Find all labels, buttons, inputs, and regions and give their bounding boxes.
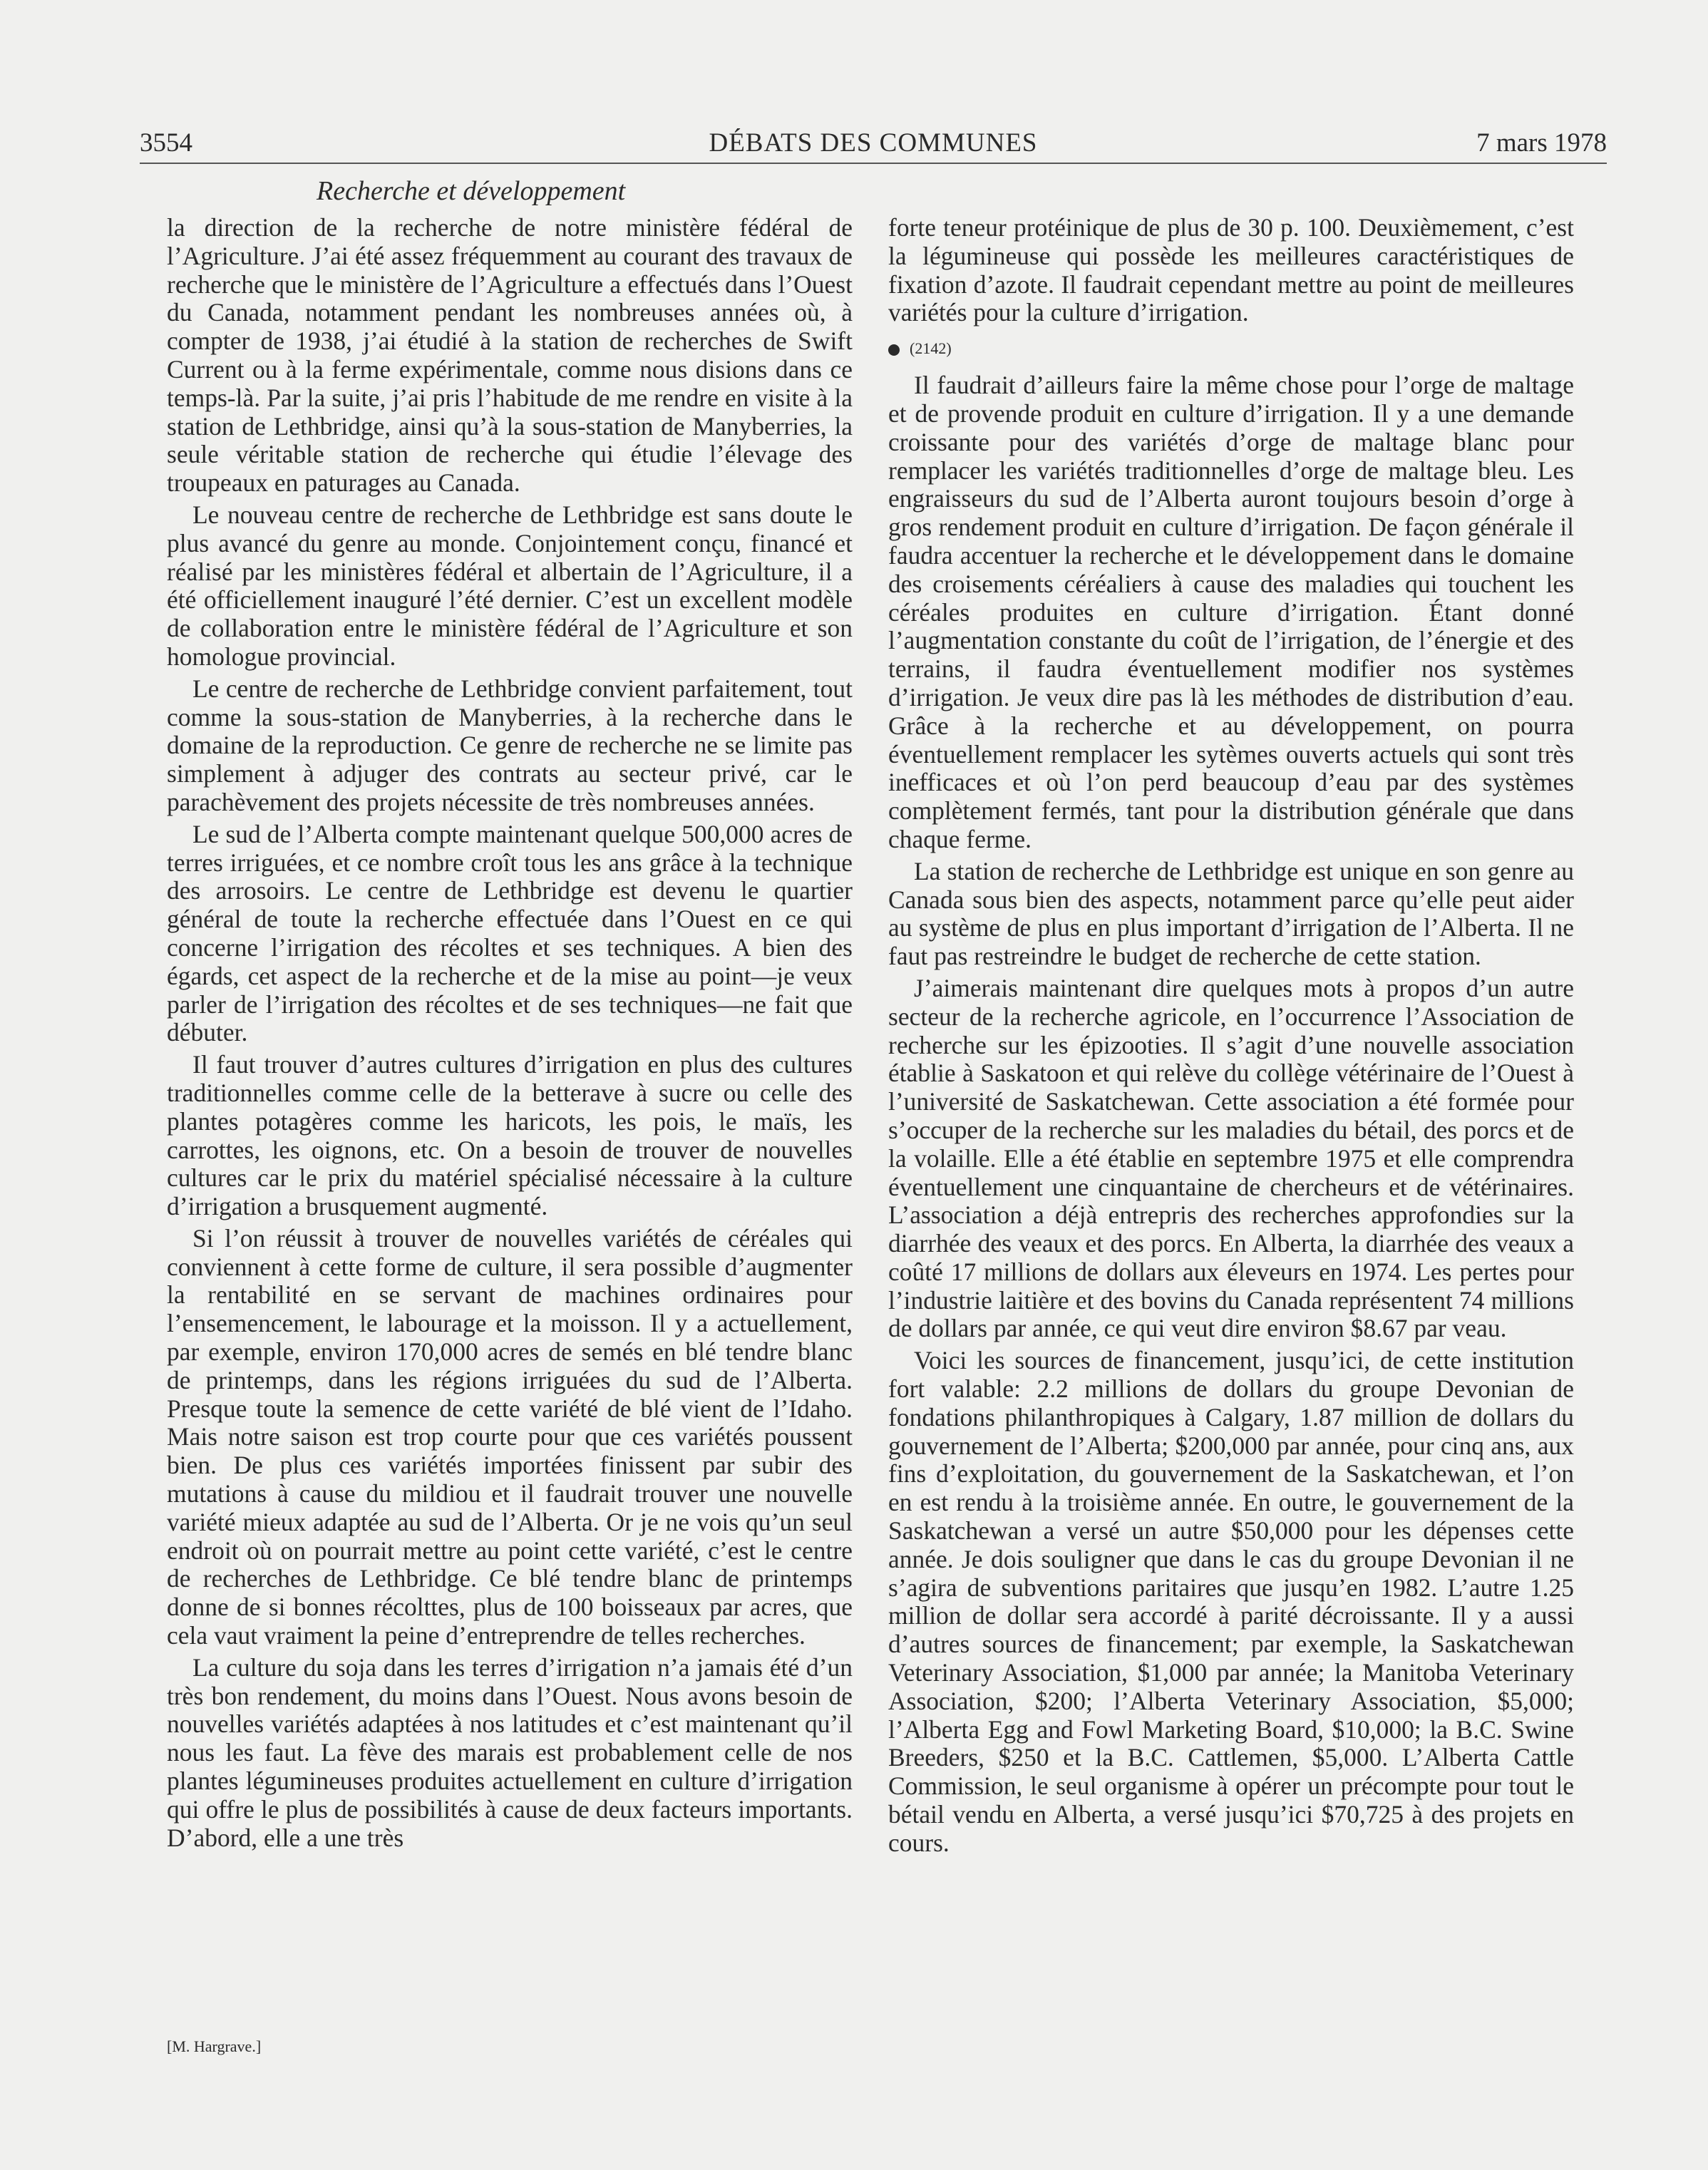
paragraph: Le sud de l’Alberta compte maintenant quelque 500,000 acres de terres irriguées, et ce nombre croît tous les ans grâce à la technique des arrosoirs. Le centre de Lethbridge est devenu le quartier général de toute la recherche effectuée dans l’Ouest en ce qui concerne l’irrigation des récoltes et ses techniques. A bien des égards, cet aspect de la recherche et de la mise au point—je veux parler de l’irrigation des récoltes et de ses techniques—ne fait que débuter. (167, 819, 853, 1047)
issue-date: 7 mars 1978 (1476, 128, 1607, 158)
right-column (888, 214, 1574, 1861)
speaker-note: [M. Hargrave.] (167, 2037, 262, 2055)
paragraph: Il faudrait d’ailleurs faire la même chose pour l’orge de maltage et de provende produit en culture d’irrigation. Il y a une demande croissante pour des variétés d’orge de maltage blanc pour remplacer les variétés traditionnelles d’orge de maltage bleu. Les engraisseurs du sud de l’Alberta auront toujours besoin d’orge à gros rendement produit en culture d’irrigation. De façon générale il faudra accentuer la recherche et le développement dans le domaine des croisements céréaliers à cause des maladies qui touchent les céréales produites en culture d’irrigation. Étant donné l’augmentation constante du coût de l’irrigation, de l’énergie et des terrains, il faudra éventuellement modifier nos systèmes d’irrigation. Je veux dire pas là les méthodes de distribution d’eau. Grâce à la recherche et au développement, on pourra éventuellement remplacer les sytèmes ouverts actuels qui sont très inefficaces et où l’on perd beaucoup d’eau par des systèmes complètement fermés, tant pour la distribution générale que dans chaque ferme. (888, 371, 1574, 853)
paragraph: La station de recherche de Lethbridge est unique en son genre au Canada sous bien des aspects, notamment parce qu’elle peut aider au système de plus en plus important d’irrigation de l’Alberta. Il ne faut pas restreindre le budget de recherche de cette station. (888, 856, 1574, 971)
paragraph: J’aimerais maintenant dire quelques mots à propos d’un autre secteur de la recherche agricole, en l’occurrence l’Association de recherche sur les épizooties. Il s’agit d’une nouvelle association établie à Saskatoon et qui relève du collège vétérinaire de l’Ouest à l’université de Saskatchewan. Cette association a été formée pour s’occuper de la recherche sur les maladies du bétail, des porcs et de la volaille. Elle a été établie en septembre 1975 et elle comprendra éventuellement une cinquantaine de chercheurs et de vétérinaires. L’association a déjà entrepris des recherches approfondies sur la diarrhée des veaux et des porcs. En Alberta, la diarrhée des veaux a coûté 17 millions de dollars aux éleveurs en 1974. Les pertes pour l’industrie laitière et des bovins du Canada représentent 74 millions de dollars par année, ce qui veut dire environ $8.67 par veau. (888, 973, 1574, 1343)
left-column (167, 214, 853, 1856)
journal-title: DÉBATS DES COMMUNES (709, 128, 1038, 158)
paragraph: Voici les sources de financement, jusqu’ici, de cette institution fort valable: 2.2 millions de dollars du groupe Devonian de fondations philanthropiques à Calgary, 1.87 million de dollars du gouvernement de l’Alberta; $200,000 par année, pour cinq ans, aux fins d’exploitation, du gouvernement de la Saskatchewan, et l’on en est rendu à la troisième année. En outre, le gouvernement de la Saskatchewan a versé un autre $50,000 pour les dépenses cette année. Je dois souligner que dans le cas du groupe Devonian il ne s’agira de subventions paritaires que jusqu’en 1982. L’autre 1.25 million de dollar sera accordé à parité décroissante. Il y a aussi d’autres sources de financement; par exemple, la Saskatchewan Veterinary Association, $1,000 par année; la Manitoba Veterinary Association, $200; l’Alberta Veterinary Association, $5,000; l’Alberta Egg and Fowl Marketing Board, $10,000; la B.C. Swine Breeders, $250 et la B.C. Cattlemen, $5,000. L’Alberta Cattle Commission, le seul organisme à opérer un précompte pour tout le bétail vendu en Alberta, a versé jusqu’ici $70,725 à des projets en cours. (888, 1346, 1574, 1857)
bullet-icon (888, 344, 900, 356)
time-marker (888, 334, 1574, 363)
page-number: 3554 (140, 128, 192, 158)
paragraph: La culture du soja dans les terres d’irrigation n’a jamais été d’un très bon rendement, du moins dans l’Ouest. Nous avons besoin de nouvelles variétés adaptées à nos latitudes et c’est maintenant qu’il nous les faut. La fève des marais est probablement celle de nos plantes légumineuses produites actuellement en culture d’irrigation qui offre le plus de possibilités à cause de deux facteurs importants. D’abord, elle a une très (167, 1652, 853, 1852)
paragraph: Il faut trouver d’autres cultures d’irrigation en plus des cultures traditionnelles comme celle de la betterave à sucre ou celle des plantes potagères comme les haricots, les pois, le maïs, les carrottes, les oignons, etc. On a besoin de trouver de nouvelles cultures car le prix du matériel spécialisé nécessaire à la culture d’irrigation a brusquement augmenté. (167, 1050, 853, 1221)
paragraph: Le nouveau centre de recherche de Lethbridge est sans doute le plus avancé du genre au monde. Conjointement conçu, financé et réalisé par les ministères fédéral et albertain de l’Agriculture, il a été officiellement inauguré l’été dernier. C’est un excellent modèle de collaboration entre le ministère fédéral de l’Agriculture et son homologue provincial. (167, 500, 853, 671)
paragraph: forte teneur protéinique de plus de 30 p. 100. Deuxièmement, c’est la légumineuse qui possède les meilleures caractéristiques de fixation d’azote. Il faudrait cependant mettre au point de meilleures variétés pour la culture d’irrigation. (888, 213, 1574, 327)
paragraph: la direction de la recherche de notre ministère fédéral de l’Agriculture. J’ai été assez fréquemment au courant des travaux de recherche que le ministère de l’Agriculture a effectués dans l’Ouest du Canada, notamment pendant les nombreuses années où, à compter de 1938, j’ai étudié à la station de recherches de Swift Current ou à la ferme expérimentale, comme nous disions dans ce temps-là. Par la suite, j’ai pris l’habitude de me rendre en visite à la station de Lethbridge, ainsi qu’à la sous-station de Manyberries, la seule véritable station de recherche qui étudie l’élevage des troupeaux en paturages au Canada. (167, 213, 853, 498)
section-heading: Recherche et développement (317, 176, 626, 206)
page-header (140, 123, 1607, 164)
time-marker-label: (2142) (910, 339, 952, 358)
paragraph: Si l’on réussit à trouver de nouvelles variétés de céréales qui conviennent à cette forme de culture, il sera possible d’augmenter la rentabilité en se servant de machines ordinaires pour l’ensemencement, le labourage et la moisson. Il y a actuellement, par exemple, environ 170,000 acres de semés en blé tendre blanc de printemps, dans les régions irriguées du sud de l’Alberta. Presque toute la semence de cette variété de blé vient de l’Idaho. Mais notre saison est trop courte pour que ces variétés poussent bien. De plus ces variétés importées finissent par subir des mutations à cause du mildiou et il faudrait trouver une nouvelle variété mieux adaptée au sud de l’Alberta. Or je ne vois qu’un seul endroit où on pourrait mettre au point cette variété, c’est le centre de recherches de Lethbridge. Ce blé tendre blanc de printemps donne de si bonnes récolttes, plus de 100 boisseaux par acres, que cela vaut vraiment la peine d’entreprendre de telles recherches. (167, 1223, 853, 1650)
paragraph: Le centre de recherche de Lethbridge convient parfaitement, tout comme la sous-station de Manyberries, à la recherche dans le domaine de la reproduction. Ce genre de recherche ne se limite pas simplement à adjuger des contrats au secteur privé, car le parachèvement des projets nécessite de très nombreuses années. (167, 674, 853, 816)
